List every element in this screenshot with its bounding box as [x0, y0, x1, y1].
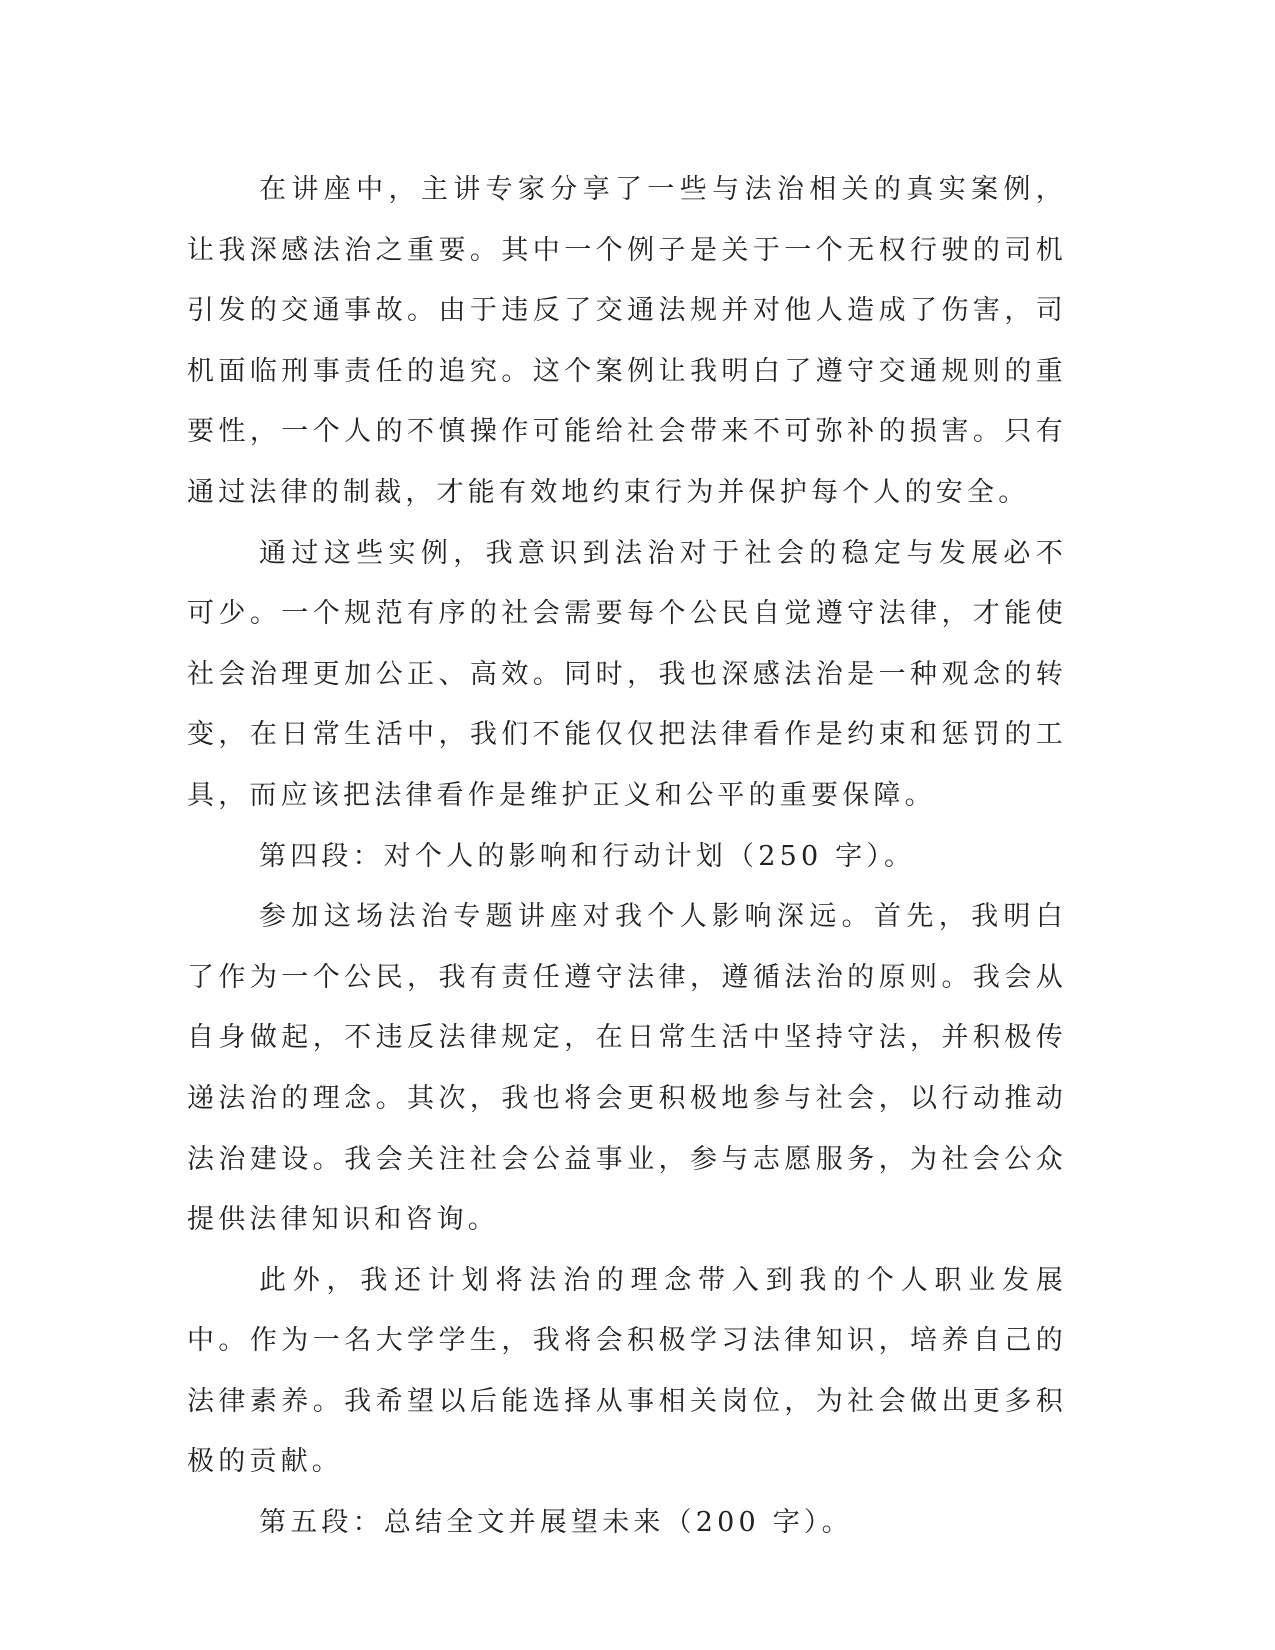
- section-heading-part-five: 第五段：总结全文并展望未来（200 字）。: [259, 1507, 853, 1539]
- paragraph-career-plan: 此外，我还计划将法治的理念带入到我的个人职业发展中。作为一名大学学生，我将会积极学习法律知识，培养自己的法律素养。我希望以后能选择从事相关岗位，为社会做出更多积极的贡献。: [187, 1264, 1067, 1478]
- paragraph-personal-impact: 参加这场法治专题讲座对我个人影响深远。首先，我明白了作为一个公民，我有责任遵守法律，遵循法治的原则。我会从自身做起，不违反法律规定，在日常生活中坚持守法，并积极传递法治的理念。其次，我也将会更积极地参与社会，以行动推动法治建设。我会关注社会公益事业，参与志愿服务，为社会公众提供法律知识和咨询。: [187, 901, 1067, 1236]
- paragraph-rule-of-law-importance: 通过这些实例，我意识到法治对于社会的稳定与发展必不可少。一个规范有序的社会需要每个公民自觉遵守法律，才能使社会治理更加公正、高效。同时，我也深感法治是一种观念的转变，在日常生活中，我们不能仅仅把法律看作是约束和惩罚的工具，而应该把法律看作是维护正义和公平的重要保障。: [187, 537, 1067, 811]
- document-body: [187, 160, 1067, 1554]
- section-heading-part-four: 第四段：对个人的影响和行动计划（250 字）。: [259, 840, 916, 872]
- paragraph-case-example: 在讲座中，主讲专家分享了一些与法治相关的真实案例，让我深感法治之重要。其中一个例子是关于一个无权行驶的司机引发的交通事故。由于违反了交通法规并对他人造成了伤害，司机面临刑事责任的追究。这个案例让我明白了遵守交通规则的重要性，一个人的不慎操作可能给社会带来不可弥补的损害。只有通过法律的制裁，才能有效地约束行为并保护每个人的安全。: [187, 174, 1067, 508]
